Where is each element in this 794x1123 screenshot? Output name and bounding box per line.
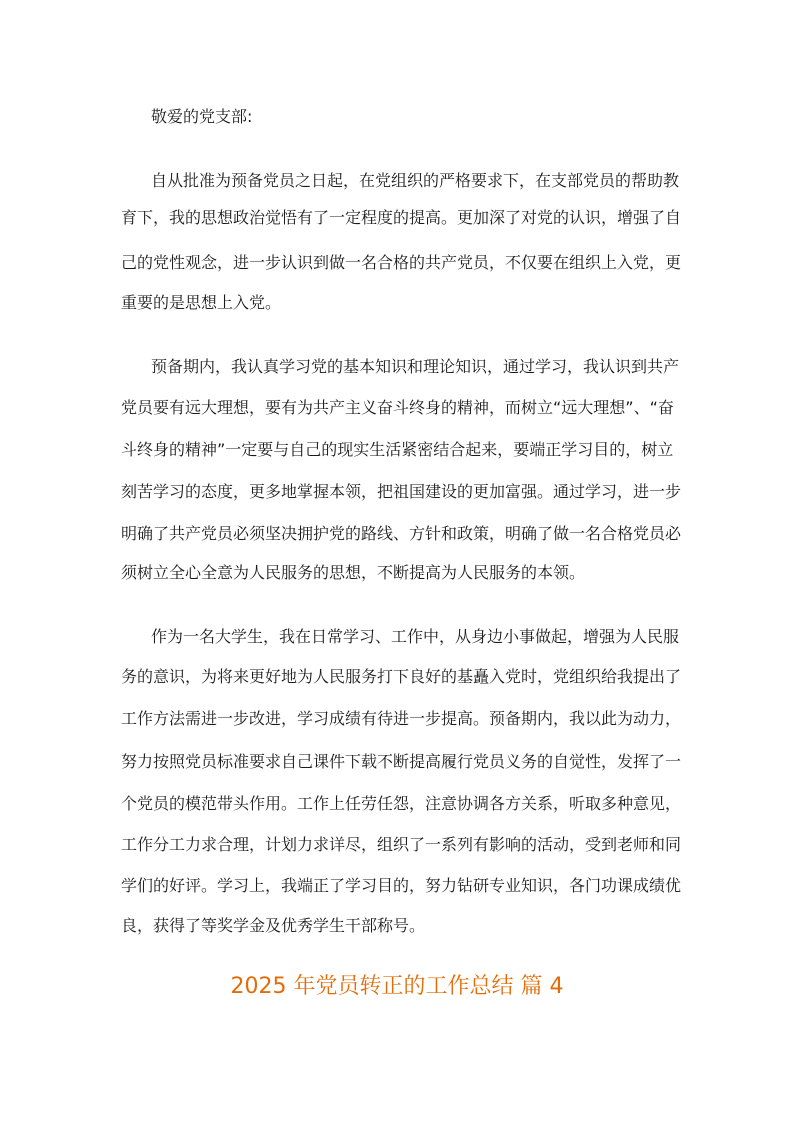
paragraph-3-line-1: 作为一名大学生，我在日常学习、工作中，从身边小事做起，增强为人民服 <box>151 627 680 646</box>
paragraph-3-line-8: 良，获得了等奖学金及优秀学生干部称号。 <box>121 916 426 935</box>
paragraph-2-line-2: 党员要有远大理想，要有为共产主义奋斗终身的精神，而树立“远大理想”、“奋 <box>121 398 674 417</box>
paragraph-3-line-2: 务的意识，为将来更好地为人民服务打下良好的基矗入党时，党组织给我提出了 <box>121 667 682 686</box>
paragraph-3-line-4: 努力按照党员标准要求自己课件下载不断提高履行党员义务的自觉性，发挥了一 <box>121 752 682 771</box>
section-heading: 2025 年党员转正的工作总结 篇 4 <box>230 974 564 999</box>
paragraph-2-line-5: 明确了共产党员必须坚决拥护党的路线、方针和政策，明确了做一名合格党员必 <box>121 524 682 543</box>
paragraph-3-line-5: 个党员的模范带头作用。工作上任劳任怨，注意协调各方关系，听取多种意见， <box>121 794 682 813</box>
paragraph-3-line-3: 工作方法需进一步改进，学习成绩有待进一步提高。预备期内，我以此为动力， <box>121 709 682 728</box>
paragraph-3-line-6: 工作分工力求合理，计划力求详尽，组织了一系列有影响的活动，受到老师和同 <box>121 835 682 854</box>
paragraph-3-line-7: 学们的好评。学习上，我端正了学习目的，努力钻研专业知识，各门功课成绩优 <box>121 876 682 895</box>
paragraph-1-line-4: 重要的是思想上入党。 <box>121 293 282 312</box>
paragraph-1-line-3: 己的党性观念，进一步认识到做一名合格的共产党员，不仅要在组织上入党，更 <box>121 253 682 272</box>
paragraph-2-line-4: 刻苦学习的态度，更多地掌握本领，把祖国建设的更加富强。通过学习，进一步 <box>121 482 682 501</box>
paragraph-1-line-1: 自从批准为预备党员之日起，在党组织的严格要求下，在支部党员的帮助教 <box>151 171 680 190</box>
paragraph-2-line-1: 预备期内，我认真学习党的基本知识和理论知识，通过学习，我认识到共产 <box>151 357 680 376</box>
paragraph-2-line-6: 须树立全心全意为人民服务的思想，不断提高为人民服务的本领。 <box>121 563 586 582</box>
paragraph-1-line-2: 育下，我的思想政治觉悟有了一定程度的提高。更加深了对党的认识，增强了自 <box>121 208 682 227</box>
salutation: 敬爱的党支部: <box>151 107 253 126</box>
paragraph-2-line-3: 斗终身的精神”一定要与自己的现实生活紧密结合起来，要端正学习目的，树立 <box>121 440 674 459</box>
